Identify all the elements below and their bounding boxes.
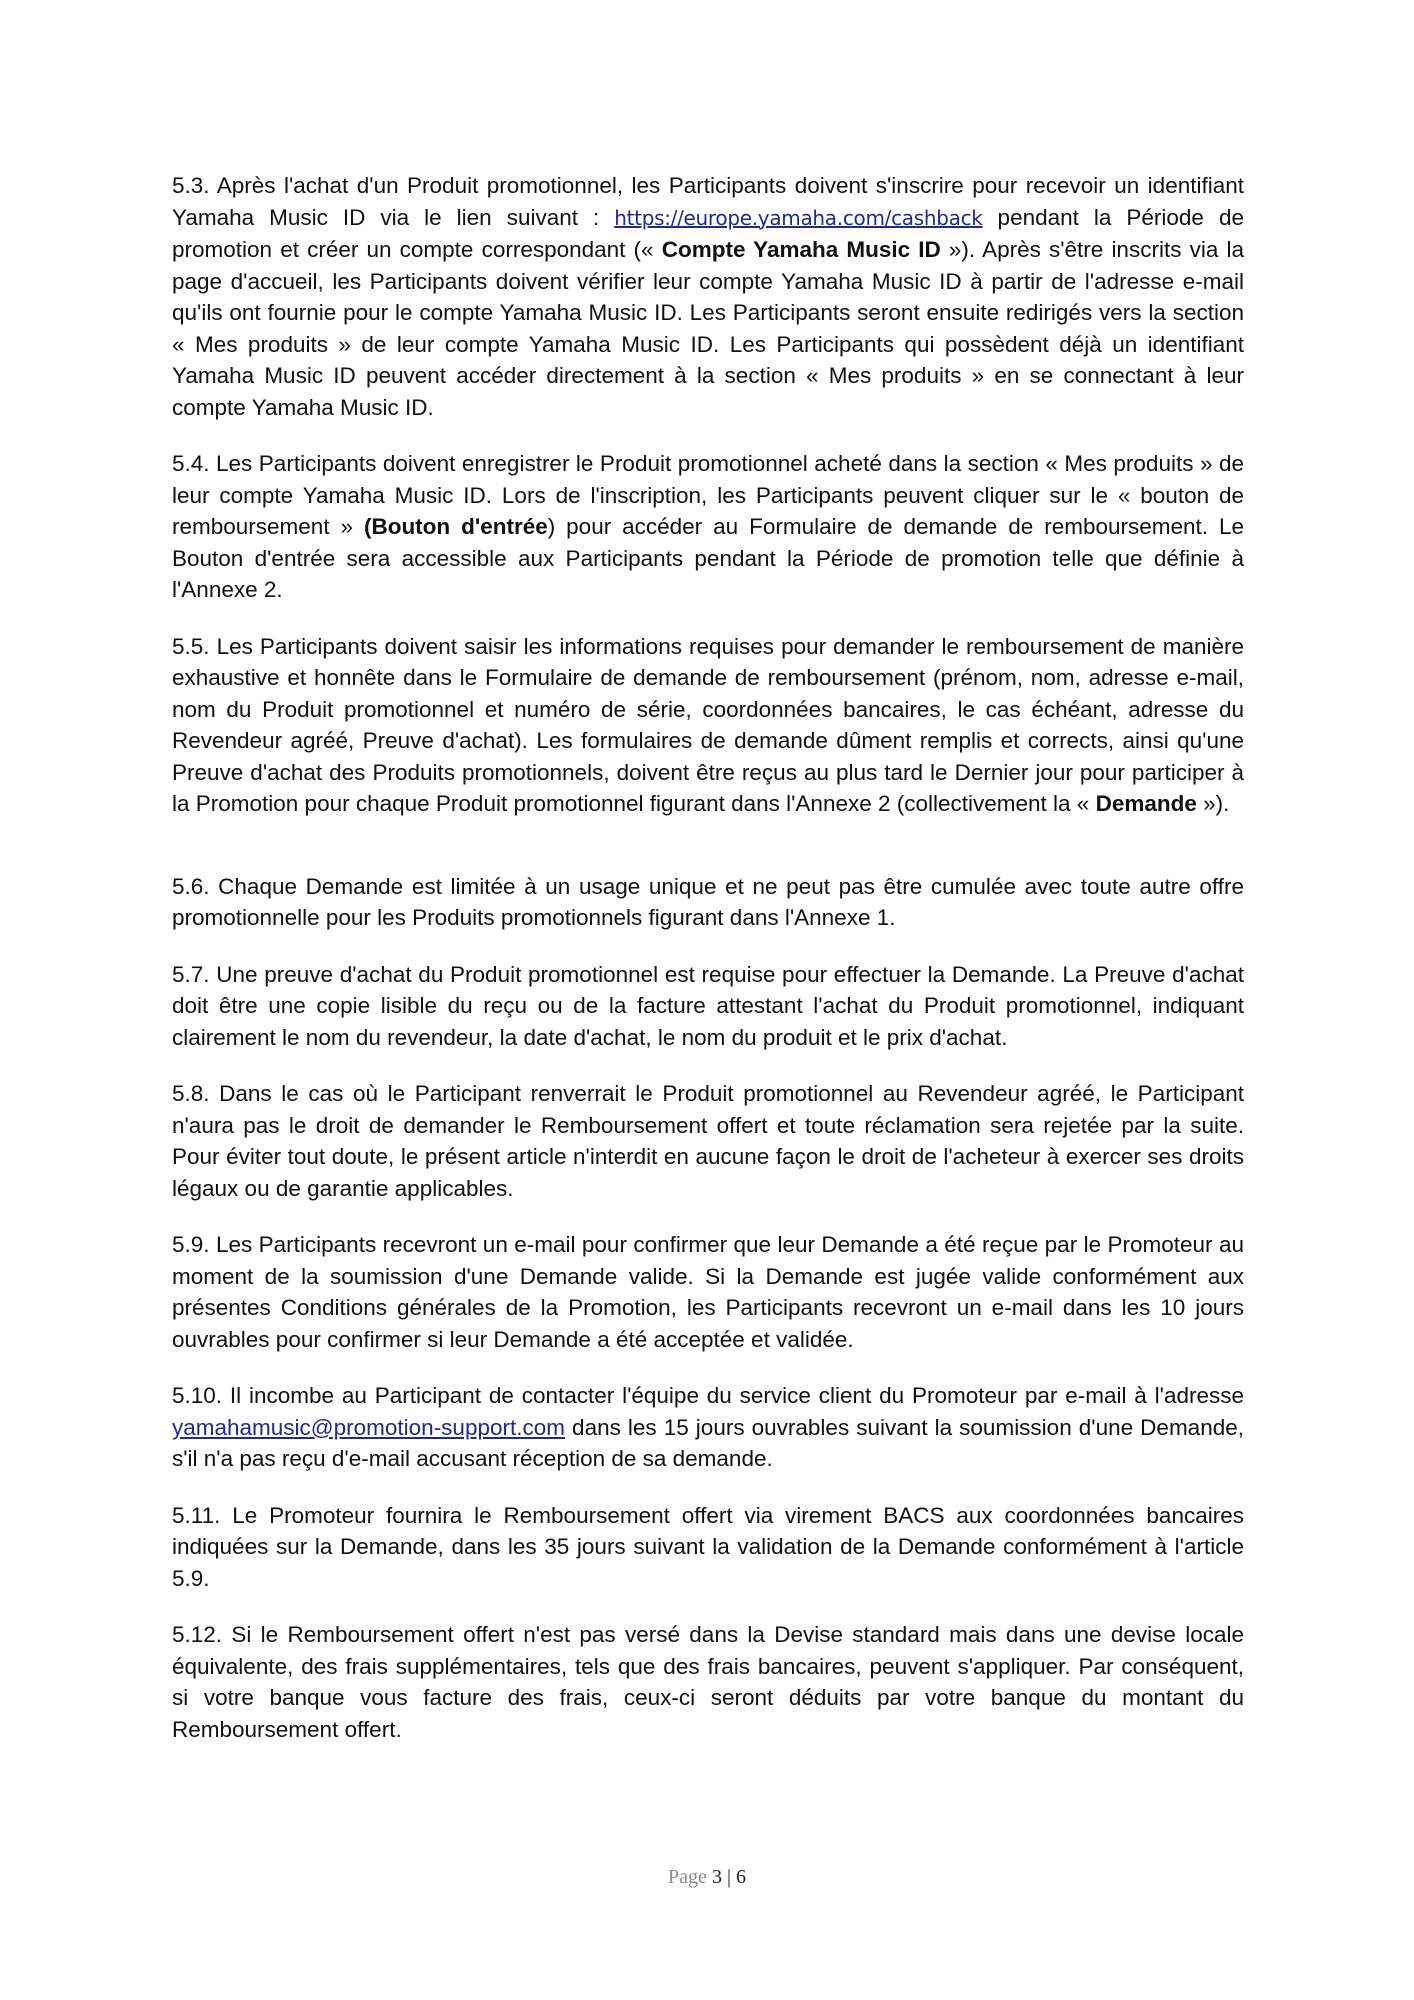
paragraph-number: 5.5. [172, 633, 210, 659]
total-pages: 6 [735, 1866, 746, 1888]
page-separator: | [721, 1866, 736, 1888]
defined-term: (Bouton d'entrée [363, 514, 548, 539]
paragraph-5-11 [172, 1500, 1244, 1595]
paragraph-text: Le Promoteur fournira le Remboursement offert via virement BACS aux coordonnées bancaires indiquées sur la Demande, dans les 35 jours suivant la validation de la Demande conformément à l'article 5.9. [172, 1502, 1244, 1591]
paragraph-number: 5.8. [172, 1081, 210, 1106]
paragraph-text: ) pour accéder au Formulaire de demande de remboursement. Le Bouton d'entrée sera accessible aux Participants pendant la Période de promotion telle que définie à l'Annexe 2. [172, 514, 1244, 602]
paragraph-text: »). Après s'être inscrits via la page d'accueil, les Participants doivent vérifier leur compte Yamaha Music ID à partir de l'adresse e-mail qu'ils ont fournie pour le compte Yamaha Music ID. Les Participants seront ensuite redirigés vers la section « Mes produits » de leur compte Yamaha Music ID. Les Participants qui possèdent déjà un identifiant Yamaha Music ID peuvent accéder directement à la section « Mes produits » en se connectant à leur compte Yamaha Music ID. [172, 237, 1244, 420]
paragraph-number: 5.7. [172, 961, 210, 987]
paragraph-5-8 [172, 1078, 1244, 1204]
paragraph-5-10 [172, 1380, 1244, 1475]
current-page-number: 3 [711, 1866, 722, 1888]
paragraph-5-5 [172, 631, 1244, 820]
paragraph-number: 5.4. [172, 451, 210, 476]
paragraph-text: »). [1196, 791, 1230, 816]
paragraph-number: 5.10. [172, 1383, 223, 1408]
paragraph-5-6 [172, 871, 1244, 934]
document-page [172, 170, 1244, 1770]
paragraph-text: Après l'achat d'un Produit promotionnel, les Participants doivent s'inscrire pour recevoir un identifiant Yamaha Music ID via le lien suivant : [172, 173, 1244, 230]
page-footer [0, 1866, 1414, 1889]
paragraph-text: dans les 15 jours ouvrables suivant la soumission d'une Demande, s'il n'a pas reçu d'e-mail accusant réception de sa demande. [172, 1414, 1244, 1471]
paragraph-5-9 [172, 1229, 1244, 1355]
paragraph-number: 5.3. [172, 173, 210, 198]
paragraph-number: 5.6. [172, 873, 210, 899]
paragraph-text: pendant la Période de promotion et créer un compte correspondant (« [172, 204, 1244, 262]
paragraph-number: 5.12. [172, 1622, 223, 1647]
paragraph-text: Si le Remboursement offert n'est pas versé dans la Devise standard mais dans une devise locale équivalente, des frais supplémentaires, tels que des frais bancaires, peuvent s'appliquer. Par conséquent, si votre banque vous facture des frais, ceux-ci seront déduits par votre banque du montant du Remboursement offert. [172, 1622, 1244, 1742]
paragraph-text: Il incombe au Participant de contacter l'équipe du service client du Promoteur par e-mail à l'adresse [229, 1383, 1244, 1408]
paragraph-number: 5.9. [172, 1232, 210, 1257]
paragraph-5-3 [172, 170, 1244, 423]
paragraph-text: Les Participants doivent saisir les informations requises pour demander le remboursement de manière exhaustive et honnête dans le Formulaire de demande de remboursement (prénom, nom, adresse e-mail, nom du Produit promotionnel et numéro de série, coordonnées bancaires, le cas échéant, adresse du Revendeur agréé, Preuve d'achat). Les formulaires de demande dûment remplis et corrects, ainsi qu'une Preuve d'achat des Produits promotionnels, doivent être reçus au plus tard le Dernier jour pour participer à la Promotion pour chaque Produit promotionnel figurant dans l'Annexe 2 (collectivement la « [172, 633, 1244, 816]
defined-term: Compte Yamaha Music ID [661, 237, 941, 262]
paragraph-text: Chaque Demande est limitée à un usage unique et ne peut pas être cumulée avec toute autre offre promotionnelle pour les Produits promotionnels figurant dans l'Annexe 1. [172, 873, 1244, 930]
paragraph-text: Une preuve d'achat du Produit promotionnel est requise pour effectuer la Demande. La Preuve d'achat doit être une copie lisible du reçu ou de la facture attestant l'achat du Produit promotionnel, indiquant clairement le nom du revendeur, la date d'achat, le nom du produit et le prix d'achat. [172, 961, 1244, 1050]
defined-term: Demande [1095, 791, 1197, 816]
paragraph-text: Dans le cas où le Participant renverrait le Produit promotionnel au Revendeur agréé, le Participant n'aura pas le droit de demander le Remboursement offert et toute réclamation sera rejetée par la suite. Pour éviter tout doute, le présent article n'interdit en aucune façon le droit de l'acheteur à exercer ses droits légaux ou de garantie applicables. [172, 1081, 1244, 1201]
paragraph-number: 5.11. [172, 1502, 221, 1528]
paragraph-5-7 [172, 959, 1244, 1054]
paragraph-text: Les Participants recevront un e-mail pour confirmer que leur Demande a été reçue par le Promoteur au moment de la soumission d'une Demande valide. Si la Demande est jugée valide conformément aux présentes Conditions générales de la Promotion, les Participants recevront un e-mail dans les 10 jours ouvrables pour confirmer si leur Demande a été acceptée et validée. [172, 1232, 1244, 1352]
paragraph-text: Les Participants doivent enregistrer le Produit promotionnel acheté dans la section « Mes produits » de leur compte Yamaha Music ID. Lors de l'inscription, les Participants peuvent cliquer sur le « bouton de remboursement » [172, 451, 1244, 539]
paragraph-5-12 [172, 1619, 1244, 1745]
support-email-link[interactable]: yamahamusic@promotion-support.com [172, 1414, 565, 1440]
paragraph-5-4 [172, 448, 1244, 606]
page-label: Page [668, 1866, 712, 1888]
cashback-link[interactable]: https://europe.yamaha.com/cashback [614, 205, 983, 230]
